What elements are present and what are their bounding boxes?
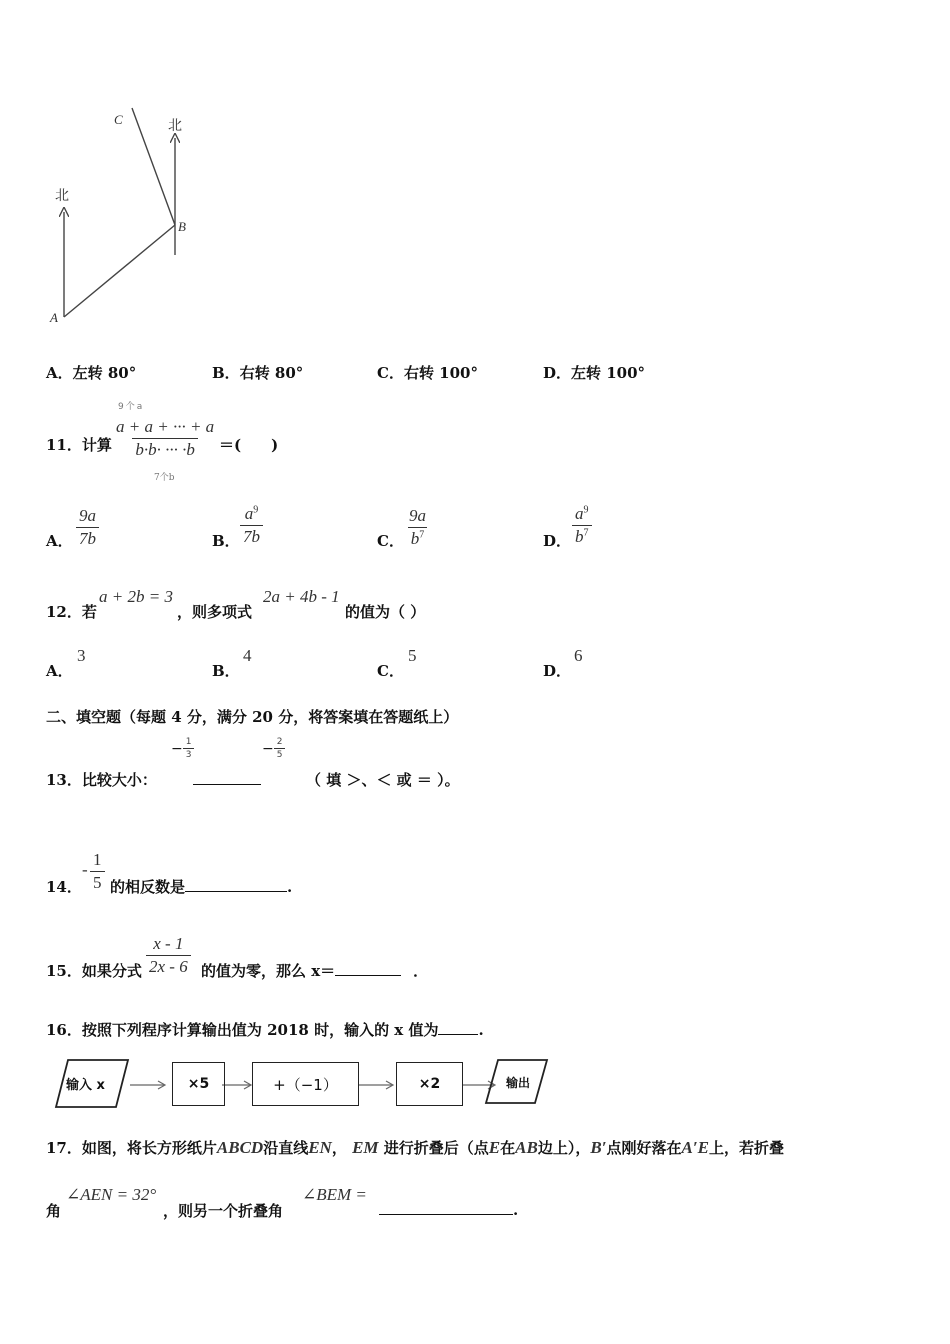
point-label-c: C bbox=[114, 112, 123, 127]
q10-option-c: C．右转 100° bbox=[377, 364, 478, 382]
q11-denominator: b·b· ··· ·b bbox=[132, 438, 198, 460]
q12-middle: ，则多项式 bbox=[177, 603, 253, 621]
q10-option-a: A．左转 80° bbox=[46, 364, 137, 382]
q13-frac1: − $\frac{1}{3}$ bbox=[171, 737, 194, 760]
q12-option-c-letter: C． bbox=[377, 662, 404, 680]
flow-step-minus1: +（−1） bbox=[252, 1062, 359, 1106]
q12-option-b-letter: B． bbox=[212, 662, 240, 680]
q14-fraction: $\frac{1}{5}$ bbox=[90, 850, 105, 893]
q14-number: 14． bbox=[46, 878, 82, 896]
q12-option-c-value: 5 bbox=[408, 646, 417, 665]
q15-answer-blank[interactable] bbox=[335, 961, 401, 976]
q11-option-b: $\frac{a^9}{7b}$ bbox=[240, 504, 263, 547]
q17-line2-mid: ，则另一个折叠角 bbox=[163, 1202, 284, 1220]
q12-suffix: 的值为（ ） bbox=[345, 603, 426, 621]
q14-sign: - bbox=[82, 860, 88, 879]
q11-bottom-brace: 7个b bbox=[154, 473, 175, 483]
q17-answer: . bbox=[379, 1200, 518, 1219]
q17-angle-aen: ∠AEN = 32° bbox=[66, 1185, 157, 1204]
section-2-heading: 二、填空题（每题 4 分，满分 20 分，将答案填在答题纸上） bbox=[46, 708, 459, 726]
q16-stem: 16．按照下列程序计算输出值为 2018 时，输入的 x 值为 . bbox=[46, 1021, 484, 1039]
q15-stem: 15．如果分式 bbox=[46, 962, 142, 980]
q13-stem: 13．比较大小： bbox=[46, 771, 157, 789]
q11-top-brace: 9个a bbox=[118, 402, 145, 412]
flow-step-times5: ×5 bbox=[172, 1062, 225, 1106]
q12-option-a-letter: A． bbox=[46, 662, 73, 680]
q11-option-a: $\frac{9a}{7b}$ bbox=[76, 506, 99, 549]
north-label-b: 北 bbox=[168, 118, 182, 134]
q12-option-a-value: 3 bbox=[77, 646, 86, 665]
point-label-b: B bbox=[178, 219, 186, 234]
q12-expression: 2a + 4b - 1 bbox=[263, 587, 340, 606]
flow-step-output: 输出 bbox=[506, 1076, 531, 1090]
flow-step-times2: ×2 bbox=[396, 1062, 463, 1106]
compass-figure bbox=[40, 100, 210, 330]
q17-answer-blank[interactable] bbox=[379, 1200, 513, 1215]
q11-option-c: $\frac{9a}{b^7}$ bbox=[409, 506, 426, 548]
q17-angle-bem: ∠BEM = bbox=[302, 1185, 367, 1204]
q10-option-b: B．右转 80° bbox=[212, 364, 304, 382]
q11-option-d: $\frac{a^9}{b^7}$ bbox=[572, 504, 592, 547]
q17-line1: 17．如图，将长方形纸片ABCD沿直线EN， EM 进行折叠后（点E在AB边上），B′点刚好落在A′E上，若折叠 bbox=[46, 1138, 784, 1157]
q16-answer-blank[interactable] bbox=[438, 1020, 478, 1035]
q10-option-d: D．左转 100° bbox=[543, 364, 646, 382]
q11-numerator: a + a + ··· + a bbox=[116, 417, 215, 436]
q11-option-a-letter: A． bbox=[46, 532, 73, 550]
q14-answer-blank[interactable] bbox=[185, 877, 287, 892]
q15-text: 的值为零，那么 x＝ ． bbox=[201, 962, 429, 980]
point-label-a: A bbox=[50, 310, 58, 325]
q12-option-d-letter: D． bbox=[543, 662, 572, 680]
q11-stem: 11．计算 bbox=[46, 436, 112, 454]
segment-ab bbox=[64, 225, 175, 317]
q14-text: 的相反数是 . bbox=[110, 878, 293, 896]
q13-answer-blank[interactable] bbox=[193, 770, 261, 785]
q12-condition: a + 2b = 3 bbox=[99, 587, 173, 606]
q12-stem: 12．若 bbox=[46, 603, 97, 621]
q11-fraction bbox=[113, 417, 217, 460]
q11-option-d-letter: D． bbox=[543, 532, 572, 550]
q11-suffix: ＝( ) bbox=[219, 436, 279, 454]
q15-fraction: $\frac{x - 1}{2x - 6}$ bbox=[146, 934, 191, 977]
flow-step-input: 输入 x bbox=[66, 1078, 105, 1093]
q13-suffix: （ 填 ＞、＜ 或 ＝ ）。 bbox=[306, 771, 460, 789]
q11-option-c-letter: C． bbox=[377, 532, 404, 550]
q12-option-d-value: 6 bbox=[574, 646, 583, 665]
q17-line2-start: 角 bbox=[46, 1202, 62, 1220]
north-label-a: 北 bbox=[55, 188, 69, 204]
q13-frac2: − $\frac{2}{5}$ bbox=[262, 737, 285, 760]
q11-option-b-letter: B． bbox=[212, 532, 240, 550]
q12-option-b-value: 4 bbox=[243, 646, 252, 665]
